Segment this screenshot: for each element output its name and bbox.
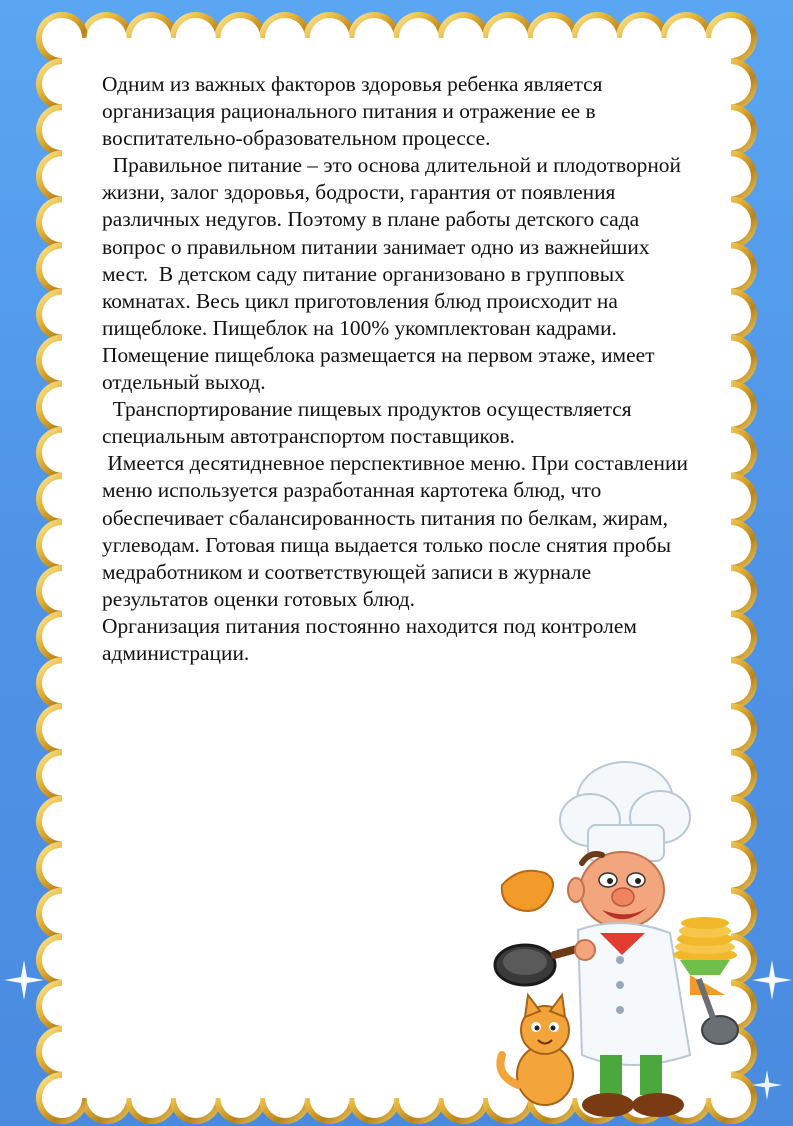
document-text — [102, 71, 692, 667]
chef-hat-icon — [560, 762, 690, 861]
paragraph-intro: Одним из важных факторов здоровья ребенка является организация рационального питания и отражение ее в воспитательно-образовательном процессе. — [102, 72, 608, 151]
cat-icon — [500, 995, 573, 1105]
paragraph-menu: Имеется десятидневное перспективное меню. При составлении меню используется разработанная картотека блюд, что обеспечивает сбалансированность питания по белкам, жирам, углеводам. Готовая пища выдается только после снятия пробы медработником и соответствующей записи в журнале результатов оценки готовых блюд. — [102, 451, 694, 611]
chef-cooking-pancakes-with-cat-icon — [490, 755, 790, 1125]
paragraph-control: Организация питания постоянно находится под контролем администрации. — [102, 613, 643, 665]
paragraph-nutrition: Правильное питание – это основа длительной и плодотворной жизни, залог здоровья, бодрости, гарантия от появления различных недугов. Поэтому в плане работы детского сада вопрос о правильном питании занимает одно из важнейших мест. В детском саду питание организовано в групповых комнатах. Весь цикл приготовления блюд происходит на пищеблоке. Пищеблок на 100% укомплектован кадрами. Помещение пищеблока размещается на первом этаже, имеет отдельный выход. — [102, 153, 687, 395]
paragraph-transport: Транспортирование пищевых продуктов осуществляется специальным автотранспортом поставщиков. — [102, 397, 637, 449]
pancake-stack-icon — [673, 917, 737, 995]
sparkle-icon — [4, 960, 44, 1000]
